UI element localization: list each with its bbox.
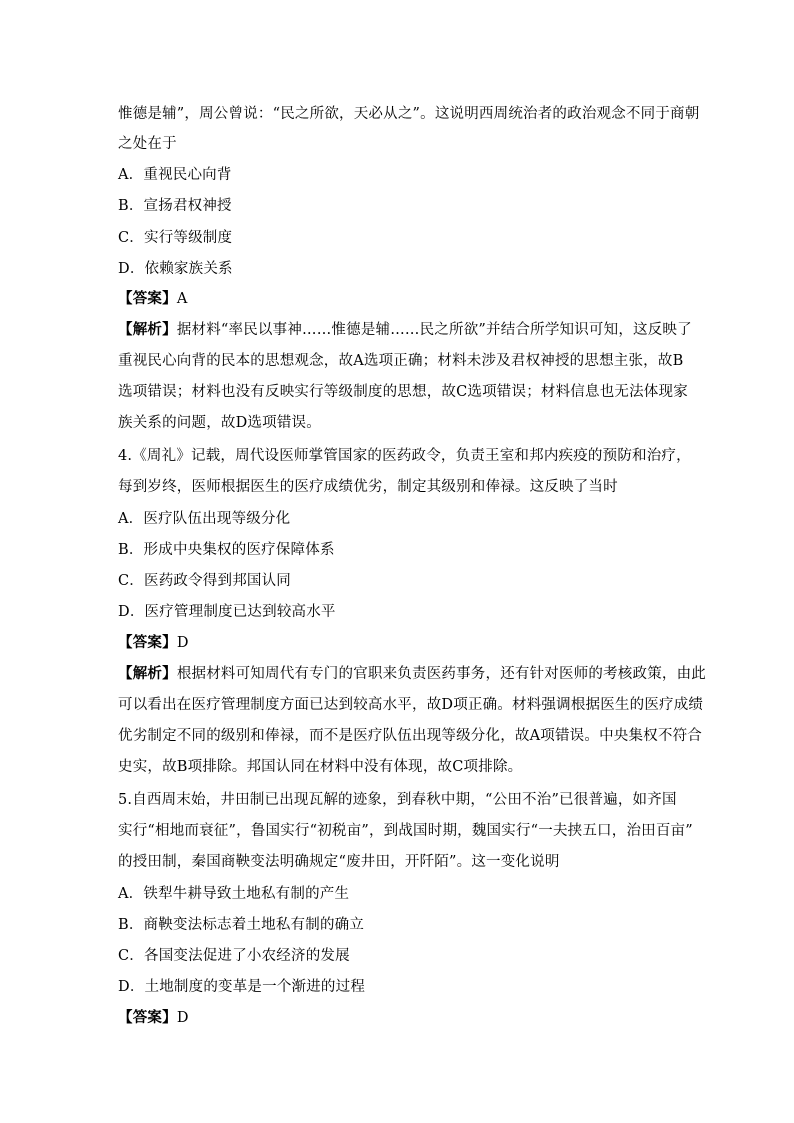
analysis-text: 根据材料可知周代有专门的官职来负责医药事务，还有针对医师的考核政策，由此 <box>176 666 707 682</box>
analysis-label: 【解析】 <box>118 321 177 338</box>
answer-value: D <box>176 1010 189 1026</box>
q5-stem-line-1: 5.自西周末始，井田制已出现瓦解的迹象，到春秋中期，“公田不治”已很普遍，如齐国 <box>118 792 677 808</box>
q4-analysis-line-3: 优劣制定不同的级别和俸禄，而不是医疗队伍出现等级分化，故A项错误。中央集权不符合 <box>118 728 702 744</box>
q5-stem-line-3: 的授田制，秦国商鞅变法明确规定“废井田，开阡陌”。这一变化说明 <box>118 854 560 870</box>
q4-stem-line-1: 4.《周礼》记载，周代设医师掌管国家的医药政令，负责王室和邦内疾疫的预防和治疗， <box>118 448 691 464</box>
q3-option-d: D．依赖家族关系 <box>118 261 233 277</box>
q5-option-b: B．商鞅变法标志着土地私有制的确立 <box>118 917 365 933</box>
answer-label: 【答案】 <box>118 1009 177 1026</box>
answer-label: 【答案】 <box>118 290 177 307</box>
q5-stem-line-2: 实行“相地而衰征”，鲁国实行“初税亩”，到战国时期，魏国实行“一夫挟五口，治田百亩” <box>118 823 693 839</box>
q5-option-d: D．土地制度的变革是一个渐进的过程 <box>118 979 366 995</box>
q3-option-b: B．宣扬君权神授 <box>118 198 232 214</box>
q4-analysis-line-4: 史实，故B项排除。邦国认同在材料中没有体现，故C项排除。 <box>118 759 523 775</box>
q3-analysis-line-4: 族关系的问题，故D选项错误。 <box>118 415 321 431</box>
q5-answer <box>118 1008 676 1028</box>
q4-analysis-line-1 <box>118 664 707 684</box>
q3-analysis-line-3: 选项错误；材料也没有反映实行等级制度的思想，故C选项错误；材料信息也无法体现家 <box>118 384 688 400</box>
q3-stem-line-1: 惟德是辅”，周公曾说：“民之所欲，天必从之”。这说明西周统治者的政治观念不同于商朝 <box>118 106 700 122</box>
answer-label: 【答案】 <box>118 634 177 651</box>
q4-analysis-line-2: 可以看出在医疗管理制度方面已达到较高水平，故D项正确。材料强调根据医生的医疗成绩 <box>118 697 704 713</box>
q3-stem-line-2: 之处在于 <box>118 136 177 152</box>
q4-option-b: B．形成中央集权的医疗保障体系 <box>118 542 335 558</box>
q4-stem-line-2: 每到岁终，医师根据医生的医疗成绩优劣，制定其级别和俸禄。这反映了当时 <box>118 479 618 495</box>
q4-option-c: C．医药政令得到邦国认同 <box>118 573 291 589</box>
answer-value: A <box>176 291 188 307</box>
q5-option-a: A．铁犁牛耕导致土地私有制的产生 <box>118 886 350 902</box>
q4-answer <box>118 633 676 653</box>
q3-option-a: A．重视民心向背 <box>118 167 232 183</box>
q4-option-d: D．医疗管理制度已达到较高水平 <box>118 604 336 620</box>
answer-value: D <box>176 635 189 651</box>
q3-analysis-line-1 <box>118 320 692 340</box>
analysis-label: 【解析】 <box>118 665 177 682</box>
q3-option-c: C．实行等级制度 <box>118 230 233 246</box>
q5-option-c: C．各国变法促进了小农经济的发展 <box>118 948 350 964</box>
q4-option-a: A．医疗队伍出现等级分化 <box>118 511 291 527</box>
analysis-text: 据材料“率民以事神……惟德是辅……民之所欲”并结合所学知识可知，这反映了 <box>176 322 692 338</box>
q3-analysis-line-2: 重视民心向背的民本的思想观念，故A选项正确；材料未涉及君权神授的思想主张，故B <box>118 353 684 369</box>
q3-answer <box>118 289 676 309</box>
